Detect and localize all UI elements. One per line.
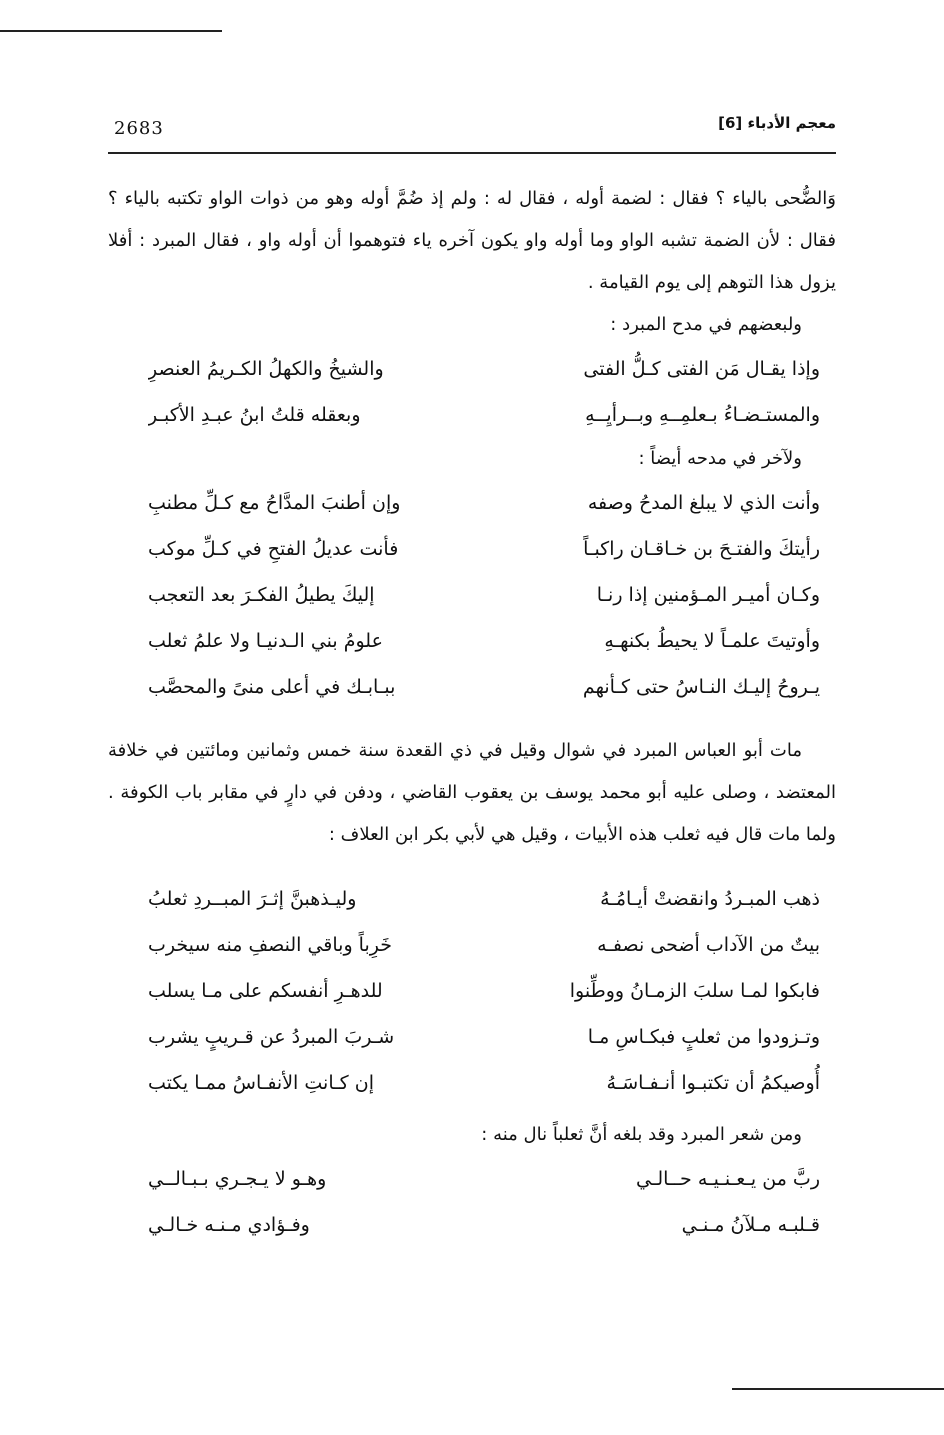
verse-first-hemistich: فابكوا لمـا سلبَ الزمـانُ ووطِّنوا	[569, 980, 820, 1002]
verse-first-hemistich: ذهب المبـردُ وانقضتْ أيـامُـهُ	[600, 888, 820, 910]
poem-intro-2: ولآخر في مدحه أيضاً :	[638, 448, 802, 469]
verse-first-hemistich: رأيتكَ والفتـحَ بن خـاقـان راكبـاً	[583, 538, 820, 560]
verse-first-hemistich: وأوتيتَ علمـاً لا يحيطُ بكنهـهِ	[604, 630, 820, 652]
verse-first-hemistich: وكـان أميـر المـؤمنين إذا رنـا	[596, 584, 820, 606]
bottom-edge-rule	[732, 1388, 944, 1390]
verse	[108, 968, 836, 1014]
verse	[108, 392, 836, 438]
poem-intro-1: ولبعضهم في مدح المبرد :	[610, 314, 802, 335]
section-gap	[108, 856, 836, 876]
verse	[108, 618, 836, 664]
verse-second-hemistich: والشيخُ والكهلُ الكـريمُ العنصرِ	[148, 358, 384, 380]
verse-second-hemistich: فأنت عديلُ الفتحِ في كـلِّ موكب	[148, 538, 399, 560]
verse-second-hemistich: ببـابـك في أعلى منىً والمحصَّب	[148, 676, 396, 698]
page-header	[108, 112, 836, 154]
section-gap	[108, 710, 836, 730]
verse	[108, 1014, 836, 1060]
verse-first-hemistich: يـروحُ إليـك النـاسُ حتى كـأنهم	[582, 676, 820, 698]
running-title: معجم الأدباء [6]	[718, 114, 836, 132]
verse-first-hemistich: وإذا يقـال مَن الفتى كـلُّ الفتى	[583, 358, 820, 380]
verse-second-hemistich: خَرِباً وباقي النصفِ منه سيخرب	[148, 934, 392, 956]
page-body	[108, 178, 836, 1248]
verse-second-hemistich: شـربَ المبردُ عن قـريبٍ يشرب	[148, 1026, 395, 1048]
section-gap	[108, 1106, 836, 1114]
poem-2	[108, 480, 836, 710]
verse-second-hemistich: إن كـانتِ الأنفـاسُ ممـا يكتب	[148, 1072, 374, 1094]
verse-second-hemistich: إليكَ يطيلُ الفكـرَ بعد التعجب	[148, 584, 375, 606]
verse-second-hemistich: علومُ بني الـدنيـا ولا علمُ ثعلب	[148, 630, 383, 652]
opening-paragraph: وَالضُّحى بالياء ؟ فقال : لضمة أوله ، فقال له : ولم إذ ضُمَّ أوله وهو من ذوات الواو تكتبه بالياء ؟ فقال : لأن الضمة تشبه الواو وما أوله واو يكون آخره ياء فتوهموا أن أوله واو ، فقال المبرد : أفلا يزول هذا التوهم إلى يوم القيامة .	[108, 188, 836, 293]
verse-second-hemistich: وفـؤادي مـنـه خـالـي	[148, 1214, 310, 1236]
verse	[108, 876, 836, 922]
verse-first-hemistich: قـلبـه مـلآنُ مـنـي	[681, 1214, 820, 1236]
verse-second-hemistich: للدهـرِ أنفسكم على مـا يسلب	[148, 980, 383, 1002]
poem-intro-3: ومن شعر المبرد وقد بلغه أنَّ ثعلباً نال منه :	[481, 1124, 802, 1145]
verse-second-hemistich: وليـذهبنَّ إثـرَ المبــردِ ثعلبُ	[148, 888, 357, 910]
verse-first-hemistich: أُوصيكمُ أن تكتبـوا أنـفـاسَـهُ	[606, 1072, 820, 1094]
verse-first-hemistich: ربَّ من يـعـنـيـه حــالـي	[635, 1168, 820, 1190]
death-paragraph: مات أبو العباس المبرد في شوال وقيل في ذي القعدة سنة خمس وثمانين ومائتين في خلافة المعتضد ، وصلى عليه أبو محمد يوسف بن يعقوب القاضي ، ودفن في دارٍ في مقابر باب الكوفة . ولما مات قال فيه ثعلب هذه الأبيات ، وقيل هي لأبي بكر ابن العلاف :	[108, 740, 836, 845]
top-edge-rule	[0, 30, 222, 32]
verse	[108, 346, 836, 392]
page-number: 2683	[114, 118, 164, 139]
verse	[108, 526, 836, 572]
verse-first-hemistich: وتـزودوا من ثعلبٍ فبكـاسِ مـا	[587, 1026, 820, 1048]
verse-first-hemistich: والمستـضـاءُ بـعلمِــهِ وبــرأيِــهِ	[585, 404, 820, 426]
verse	[108, 572, 836, 618]
verse-first-hemistich: بيتٌ من الآداب أضحى نصفـه	[597, 934, 820, 956]
verse	[108, 480, 836, 526]
verse	[108, 1156, 836, 1202]
verse	[108, 922, 836, 968]
verse	[108, 1202, 836, 1248]
verse-second-hemistich: وبعقله قلتُ ابنُ عبـدِ الأكبـر	[148, 404, 361, 426]
verse	[108, 664, 836, 710]
poem-1	[108, 346, 836, 438]
verse	[108, 1060, 836, 1106]
poem-3	[108, 876, 836, 1106]
verse-second-hemistich: وهـو لا يـجـري بـبـالــي	[148, 1168, 327, 1190]
poem-4	[108, 1156, 836, 1248]
verse-second-hemistich: وإن أطنبَ المدَّاحُ مع كـلِّ مطنبِ	[148, 492, 401, 514]
verse-first-hemistich: وأنت الذي لا يبلغ المدحُ وصفه	[587, 492, 820, 514]
